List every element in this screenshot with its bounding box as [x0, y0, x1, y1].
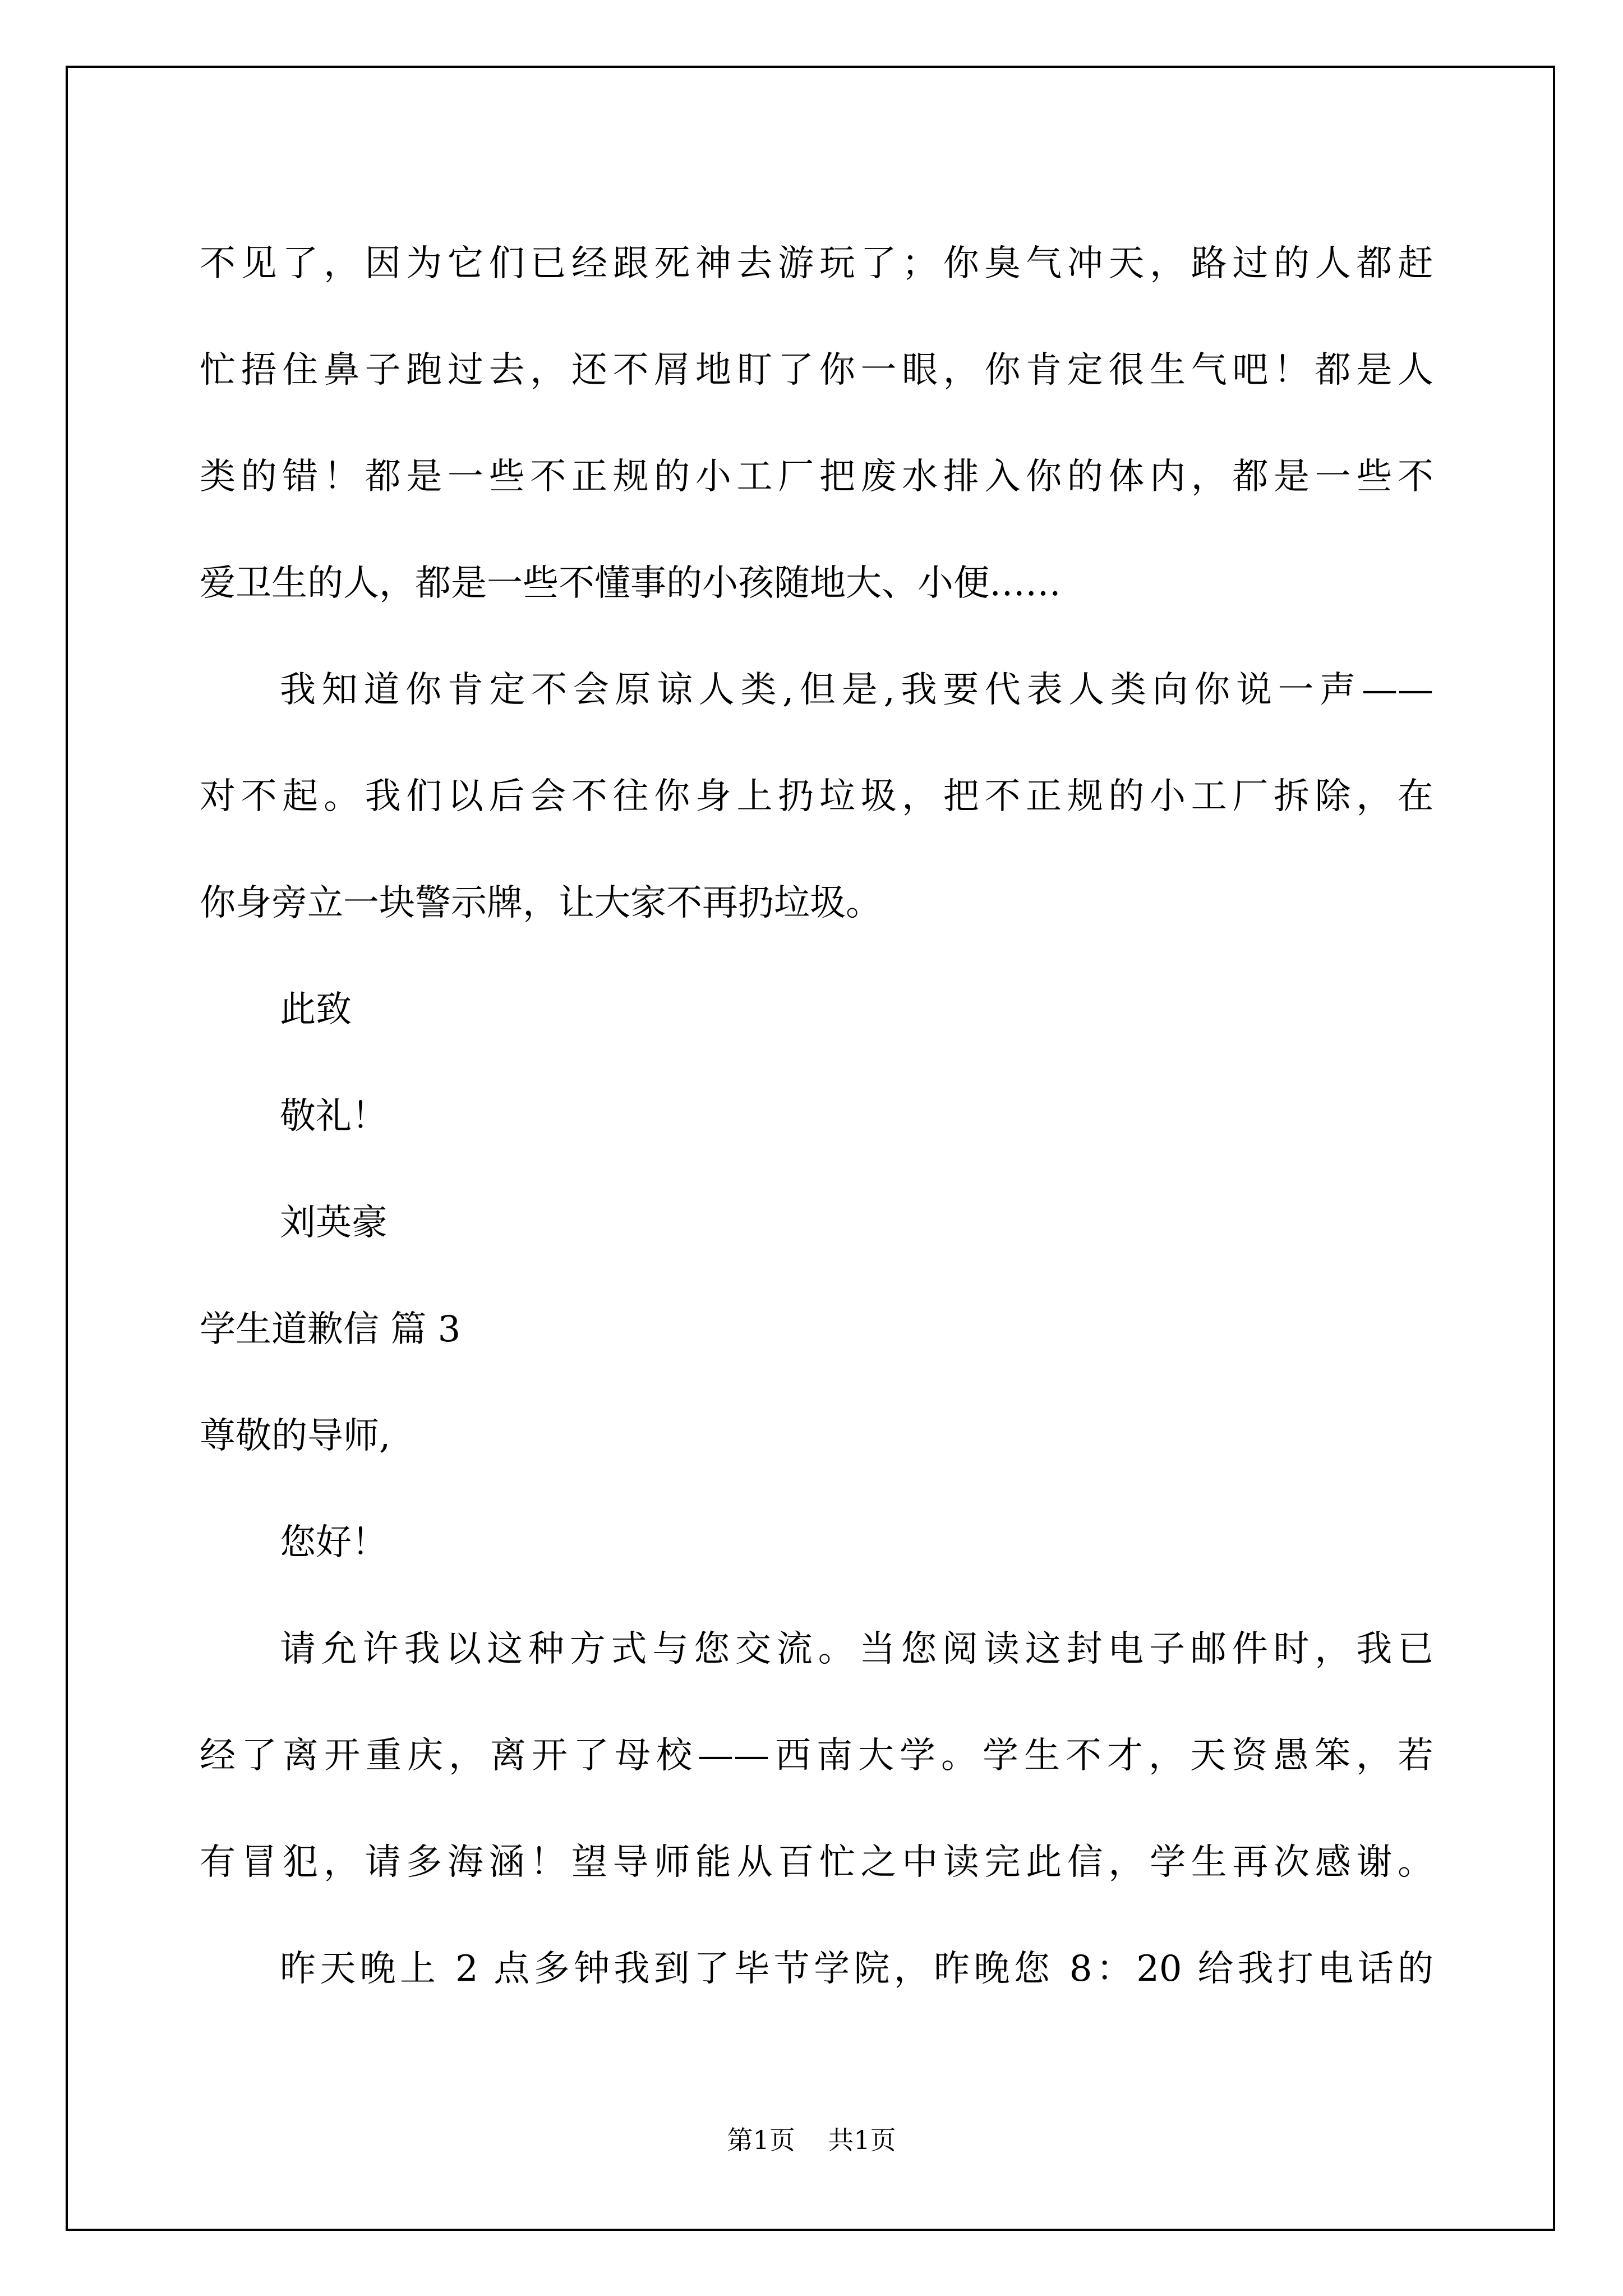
text-line: 刘英豪 — [280, 1202, 388, 1244]
text-line: 你身旁立一块警示牌，让大家不再扔垃圾。 — [200, 882, 882, 924]
text-line: 请允许我以这种方式与您交流。当您阅读这封电子邮件时，我已 — [280, 1628, 1433, 1670]
text-line: 有冒犯，请多海涵！望导师能从百忙之中读完此信，学生再次感谢。 — [200, 1842, 1433, 1883]
text-line: 不见了，因为它们已经跟死神去游玩了；你臭气冲天，路过的人都赶 — [200, 243, 1433, 284]
page-number: 第1页 — [727, 2125, 795, 2155]
text-line: 敬礼！ — [280, 1096, 388, 1137]
text-line: 您好！ — [280, 1522, 388, 1563]
text-line: 爱卫生的人，都是一些不懂事的小孩随地大、小便…… — [200, 563, 1061, 604]
page-total: 共1页 — [828, 2125, 896, 2155]
text-line: 此致 — [280, 989, 352, 1030]
page-footer — [0, 2123, 1623, 2157]
text-line: 忙捂住鼻子跑过去，还不屑地盯了你一眼，你肯定很生气吧！都是人 — [200, 349, 1433, 391]
document-body — [200, 210, 1433, 2022]
text-line: 昨天晚上 2 点多钟我到了毕节学院，昨晚您 8：20 给我打电话的 — [280, 1948, 1433, 1990]
text-line: 对不起。我们以后会不往你身上扔垃圾，把不正规的小工厂拆除，在 — [200, 776, 1433, 817]
text-line: 学生道歉信 篇 3 — [200, 1309, 461, 1350]
text-line: 经了离开重庆，离开了母校——西南大学。学生不才，天资愚笨，若 — [200, 1735, 1433, 1777]
text-line: 类的错！都是一些不正规的小工厂把废水排入你的体内，都是一些不 — [200, 456, 1433, 498]
text-line: 尊敬的导师, — [200, 1415, 391, 1457]
text-line: 我知道你肯定不会原谅人类,但是,我要代表人类向你说一声—— — [280, 669, 1433, 711]
